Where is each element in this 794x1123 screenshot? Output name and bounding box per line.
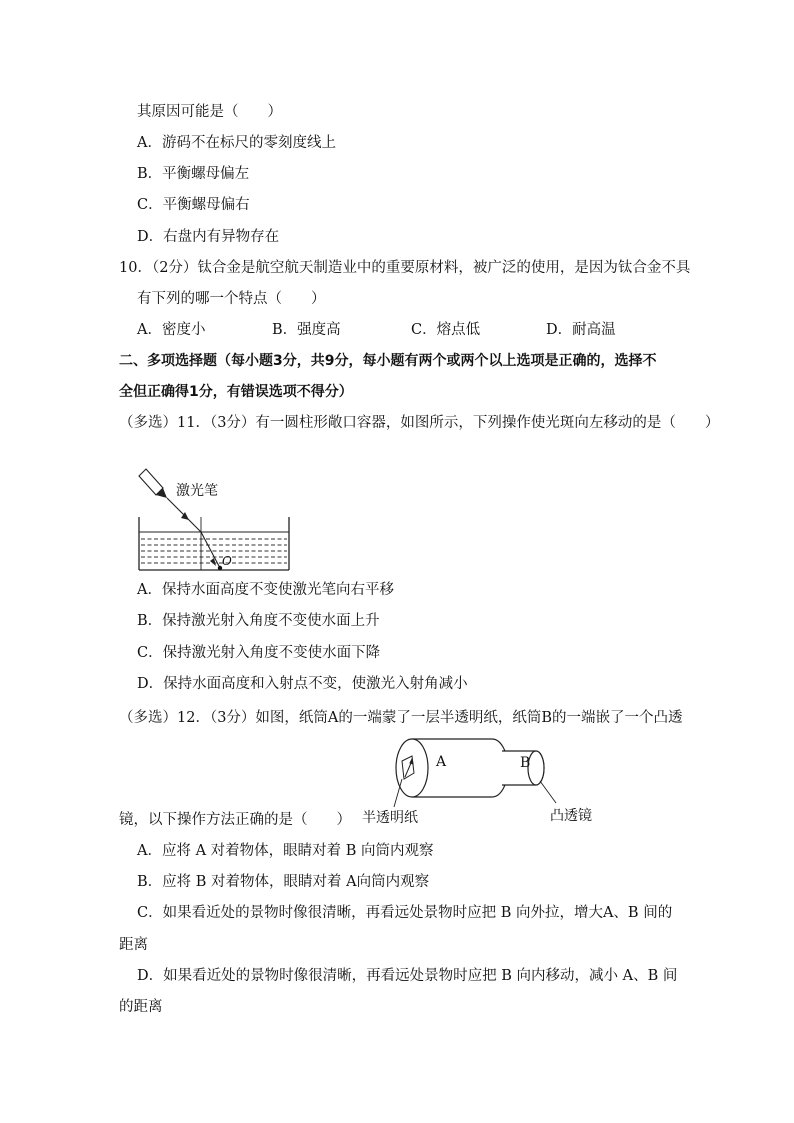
lens-leader-line (540, 781, 556, 803)
q11-container-figure (130, 462, 300, 577)
q9-option-c: C．平衡螺母偏右 (137, 197, 250, 213)
q12-option-d-line1: D．如果看近处的景物时像很清晰，再看远处景物时应把 B 向内移动，减小 A、B 间 (137, 968, 678, 984)
q12-option-c-line1: C．如果看近处的景物时像很清晰，再看远处景物时应把 B 向外拉，增大A、B 间的 (137, 905, 673, 921)
q9-option-d: D．右盘内有异物存在 (137, 229, 280, 245)
refracted-ray (201, 532, 220, 568)
q10-option-b: B．强度高 (272, 322, 341, 338)
q10-stem-line1: 10．（2分）钛合金是航空航天制造业中的重要原材料，被广泛的使用，是因为钛合金不具 (119, 260, 691, 276)
q11-option-a: A．保持水面高度不变使激光笔向右平移 (137, 582, 394, 598)
q11-option-d: D．保持水面高度和入射点不变，使激光入射角减小 (137, 676, 468, 692)
q10-option-c: C．熔点低 (411, 322, 481, 338)
q10-stem-line2: 有下列的哪一个特点（ ） (137, 291, 326, 307)
q12-stem-line1: （多选）12．（3分）如图，纸筒A的一端蒙了一层半透明纸，纸筒B的一端嵌了一个凸透 (119, 710, 683, 726)
q10-option-d: D．耐高温 (546, 322, 616, 338)
q11-option-c: C．保持激光射入角度不变使水面下降 (137, 645, 381, 661)
section2-heading-line2: 全但正确得1分，有错误选项不得分） (119, 384, 353, 400)
paper-label: 半透明纸 (362, 810, 418, 826)
q12-stem-line2: 镜，以下操作方法正确的是（ ） (119, 812, 351, 828)
q11-stem: （多选）11．（3分）有一圆柱形敞口容器，如图所示，下列操作使光斑向左移动的是（ ） (119, 415, 720, 431)
point-o-label: O (222, 554, 232, 568)
laser-pen-label: 激光笔 (176, 483, 218, 499)
q9-option-b: B．平衡螺母偏左 (137, 166, 250, 182)
tube-b-label: B (520, 755, 531, 771)
q9-option-a: A．游码不在标尺的零刻度线上 (137, 135, 336, 151)
q12-option-d-line2: 的距离 (119, 999, 163, 1015)
q12-option-c-line2: 距离 (119, 937, 148, 953)
q11-option-b: B．保持激光射入角度不变使水面上升 (137, 613, 380, 629)
q10-option-a: A．密度小 (137, 322, 206, 338)
laser-pen-icon (139, 469, 167, 498)
lens-label: 凸透镜 (550, 808, 592, 824)
section2-heading-line1: 二、多项选择题（每小题3分，共9分，每小题有两个或两个以上选项是正确的，选择不 (119, 353, 657, 369)
q12-option-b: B．应将 B 对着物体，眼睛对着 A向筒内观察 (137, 874, 430, 890)
q12-option-a: A．应将 A 对着物体，眼睛对着 B 向筒内观察 (137, 843, 434, 859)
tube-a-label: A (436, 754, 447, 770)
q9-stem-tail: 其原因可能是（ ） (137, 104, 282, 120)
q12-tube-figure (350, 733, 620, 828)
